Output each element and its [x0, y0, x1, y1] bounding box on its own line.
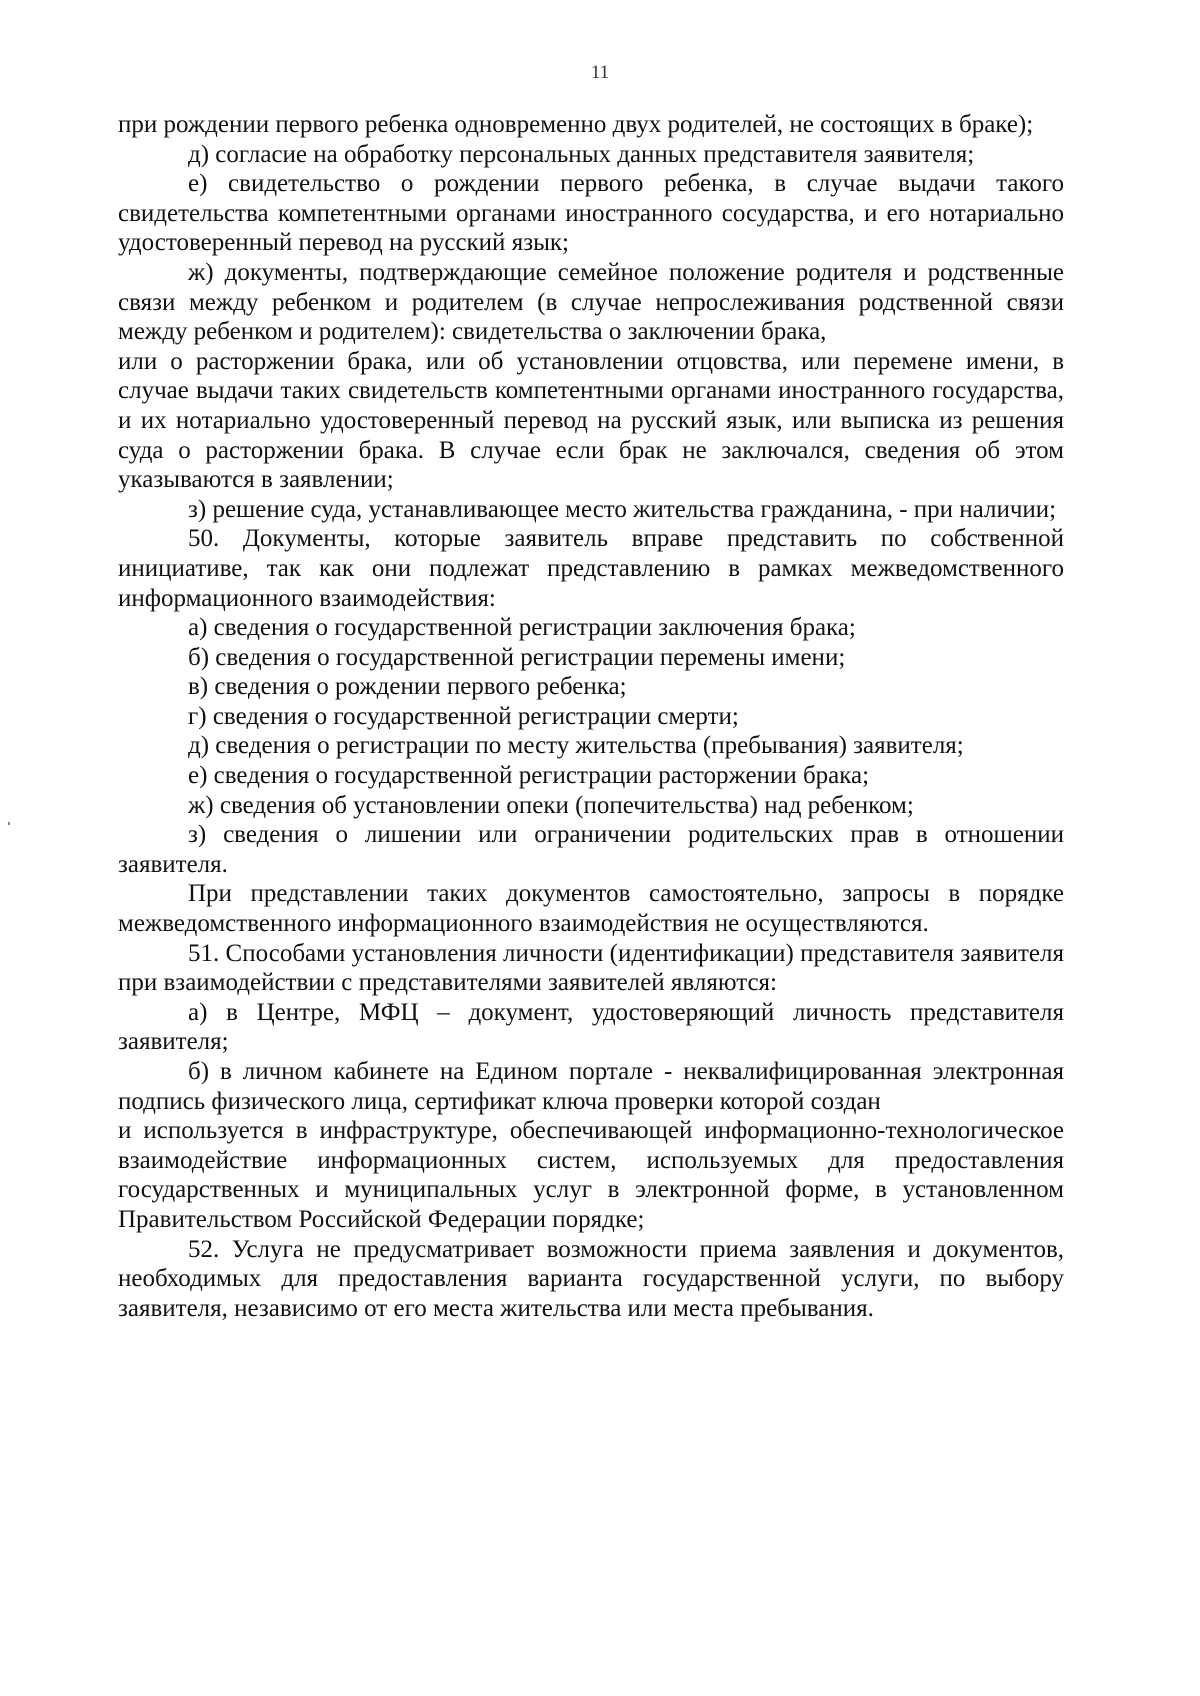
paragraph-p01: при рождении первого ребенка одновременно двух родителей, не состоящих в браке); [118, 111, 1034, 138]
paragraph-p16: При представлении таких документов самостоятельно, запросы в порядке межведомственного информационного взаимодействия не осуществляются. [118, 880, 1064, 938]
paragraph-p11: г) сведения о государственной регистрации смерти; [188, 702, 739, 730]
document-body [118, 110, 1064, 1323]
paragraph-p03: е) свидетельство о рождении первого ребенка, в случае выдачи такого свидетельства компетентными органами иностранного сосударства, и его нотариально удостоверенный перевод на русский язык; [118, 170, 1064, 257]
paragraph-p21: 52. Услуга не предусматривает возможности приема заявления и документов, необходимых для предоставления варианта государственной услуги, по выбору заявителя, независимо от его места жительства или места пребывания. [118, 1235, 1064, 1322]
paragraph-p07: 50. Документы, которые заявитель вправе представить по собственной инициативе, так как они подлежат представлению в рамках межведомственного информационного взаимодействия: [118, 525, 1064, 612]
paragraph-p08: а) сведения о государственной регистрации заключения брака; [188, 614, 856, 642]
paragraph-p18: а) в Центре, МФЦ – документ, удостоверяющий личность представителя заявителя; [118, 998, 1064, 1056]
page-number: 11 [590, 62, 610, 83]
paragraph-p10: в) сведения о рождении первого ребенка; [188, 673, 627, 701]
paragraph-p02: д) согласие на обработку персональных данных представителя заявителя; [188, 140, 975, 168]
paragraph-p12: д) сведения о регистрации по месту жительства (пребывания) заявителя; [188, 732, 964, 760]
paragraph-p09: б) сведения о государственной регистрации перемены имени; [188, 643, 846, 671]
paragraph-p17: 51. Способами установления личности (идентификации) представителя заявителя при взаимодействии с представителями заявителей являются: [118, 939, 1064, 997]
paragraph-p05: или о расторжении брака, или об установлении отцовства, или перемене имени, в случае выдачи таких свидетельств компетентными органами иностранного государства, и их нотариально удостоверенный перевод на русский язык, или выписка из решения суда о расторжении брака. В случае если брак не заключался, сведения об этом указываются в заявлении; [118, 347, 1064, 494]
paragraph-p13: е) сведения о государственной регистрации расторжении брака; [188, 762, 870, 790]
scan-speck [8, 822, 10, 825]
paragraph-p19: б) в личном кабинете на Едином портале - неквалифицированная электронная подпись физического лица, сертификат ключа проверки которой создан [118, 1058, 1064, 1115]
paragraph-p04: ж) документы, подтверждающие семейное положение родителя и родственные связи между ребенком и родителем (в случае непрослеживания родственной связи между ребенком и родителем): свидетельства о заключении брака, [118, 258, 1064, 346]
paragraph-p06: з) решение суда, устанавливающее место жительства гражданина, - при наличии; [188, 495, 1057, 523]
paragraph-p15: з) сведения о лишении или ограничении родительских прав в отношении заявителя. [118, 821, 1064, 878]
paragraph-p20: и используется в инфраструктуре, обеспечивающей информационно-технологическое взаимодействие информационных систем, используемых для предоставления государственных и муниципальных услуг в электронной форме, в установленном Правительством Российской Федерации порядке; [118, 1117, 1064, 1233]
paragraph-p14: ж) сведения об установлении опеки (попечительства) над ребенком; [188, 791, 914, 819]
